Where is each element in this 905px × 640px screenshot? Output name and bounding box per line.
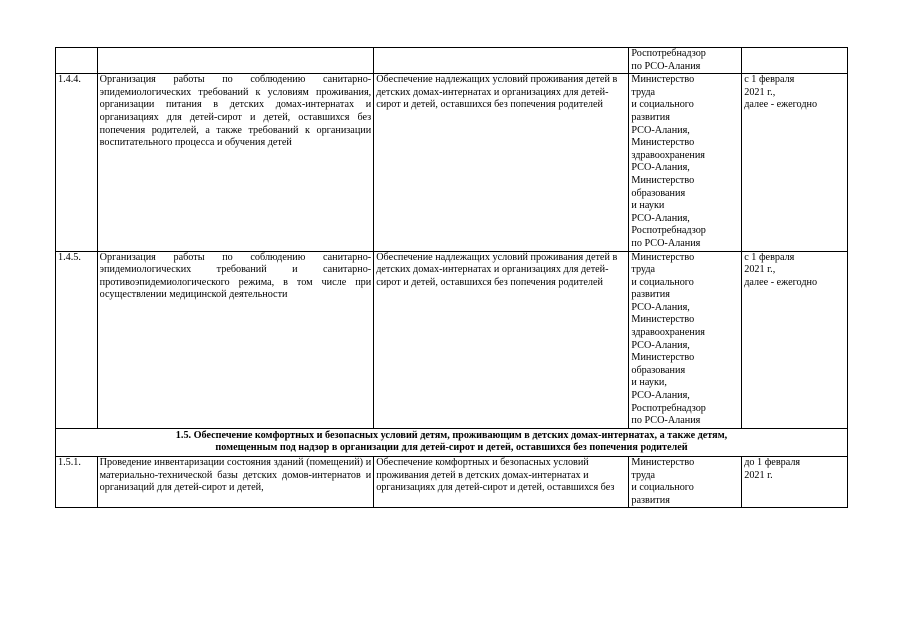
cell-line: далее - ежегодно	[744, 276, 818, 288]
cell-line: развития	[631, 289, 670, 301]
result-cell	[374, 48, 629, 74]
cell-line: и социального	[631, 482, 694, 494]
cell-line: труда	[631, 264, 656, 276]
cell-line: и социального	[631, 99, 694, 111]
responsible-cell	[629, 457, 742, 508]
cell-line: и социального	[631, 276, 694, 288]
cell-line: РСО-Алания,	[631, 301, 690, 313]
item-number: 1.4.4.	[56, 74, 98, 251]
cell-line: здравоохранения	[631, 327, 705, 339]
responsible-cell	[629, 251, 742, 428]
cell-line: образования	[631, 187, 686, 199]
activity-cell: Проведение инвентаризации состояния зданий (помещений) и материально-технической базы детских домов-интернатов и организаций для детей-сирот и детей,	[97, 457, 374, 508]
cell-line: труда	[631, 469, 656, 481]
cell-line: Роспотребнадзор	[631, 225, 706, 237]
cell-line: Министерство	[631, 457, 695, 468]
cell-line: и науки,	[631, 377, 667, 389]
cell-line: РСО-Алания,	[631, 339, 690, 351]
cell-line: с 1 февраля	[744, 251, 795, 263]
cell-line: развития	[631, 111, 670, 123]
cell-line: Министерство	[631, 74, 695, 86]
table-row	[56, 48, 848, 74]
cell-line: Министерство	[631, 137, 695, 149]
cell-line: РСО-Алания,	[631, 124, 690, 136]
cell-line: Министерство	[631, 251, 695, 263]
deadline-cell	[742, 48, 848, 74]
cell-line: с 1 февраля	[744, 74, 795, 86]
result-cell: Обеспечение надлежащих условий проживания детей в детских домах-интернатах и организациях для детей-сирот и детей, оставшихся без попечения родителей	[374, 251, 629, 428]
activity-cell	[97, 48, 374, 74]
deadline-cell	[742, 251, 848, 428]
cell-line: по РСО-Алания	[631, 60, 701, 72]
cell-line: по РСО-Алания	[631, 415, 701, 427]
activity-cell: Организация работы по соблюдению санитарно-эпидемиологических требований и санитарно-противоэпидемиологического режима, в том числе при осуществлении медицинской деятельности	[97, 251, 374, 428]
cell-line: здравоохранения	[631, 149, 705, 161]
section-heading-line: 1.5. Обеспечение комфортных и безопасных условий детям, проживающим в детских домах-интернатах, а также детям,	[175, 429, 728, 441]
item-number: 1.4.5.	[56, 251, 98, 428]
cell-line: РСО-Алания,	[631, 162, 690, 174]
table-row	[56, 74, 848, 251]
cell-line: РСО-Алания,	[631, 390, 690, 402]
document-page	[55, 47, 848, 508]
item-number: 1.5.1.	[56, 457, 98, 508]
cell-line: далее - ежегодно	[744, 99, 818, 111]
section-heading-line: помещенным под надзор в организации для детей-сирот и детей, оставшихся без попечения родителей	[215, 442, 688, 454]
section-header-row	[56, 428, 848, 456]
cell-line: Роспотребнадзор	[631, 48, 706, 59]
responsible-cell	[629, 48, 742, 74]
table-row	[56, 457, 848, 508]
cell-line: образования	[631, 364, 686, 376]
cell-line: Роспотребнадзор	[631, 402, 706, 414]
cell-line: развития	[631, 494, 670, 506]
cell-line: труда	[631, 86, 656, 98]
cell-line: РСО-Алания,	[631, 212, 690, 224]
table-row	[56, 251, 848, 428]
cell-line: 2021 г.,	[744, 86, 776, 98]
plan-table	[55, 47, 848, 508]
responsible-cell	[629, 74, 742, 251]
cell-line: 2021 г.,	[744, 264, 776, 276]
cell-line: 2021 г.	[744, 469, 773, 481]
cell-line: до 1 февраля	[744, 457, 801, 468]
cell-line: по РСО-Алания	[631, 237, 701, 249]
cell-line: Министерство	[631, 314, 695, 326]
item-number	[56, 48, 98, 74]
cell-line: Министерство	[631, 174, 695, 186]
deadline-cell	[742, 74, 848, 251]
cell-line: и науки	[631, 200, 665, 212]
result-cell: Обеспечение надлежащих условий проживания детей в детских домах-интернатах и организациях для детей-сирот и детей, оставшихся без попечения родителей	[374, 74, 629, 251]
deadline-cell	[742, 457, 848, 508]
cell-line: Министерство	[631, 352, 695, 364]
section-heading	[56, 428, 848, 456]
result-cell: Обеспечение комфортных и безопасных условий проживания детей в детских домах-интернатах и организациях для детей-сирот и детей, оставшихся без	[374, 457, 629, 508]
activity-cell: Организация работы по соблюдению санитарно-эпидемиологических требований к условиям проживания, организации питания в детских домах-интернатах и организациях для детей-сирот и детей, оставшихся без попечения родителей, а также требований к организации воспитательного процесса и обучения детей	[97, 74, 374, 251]
